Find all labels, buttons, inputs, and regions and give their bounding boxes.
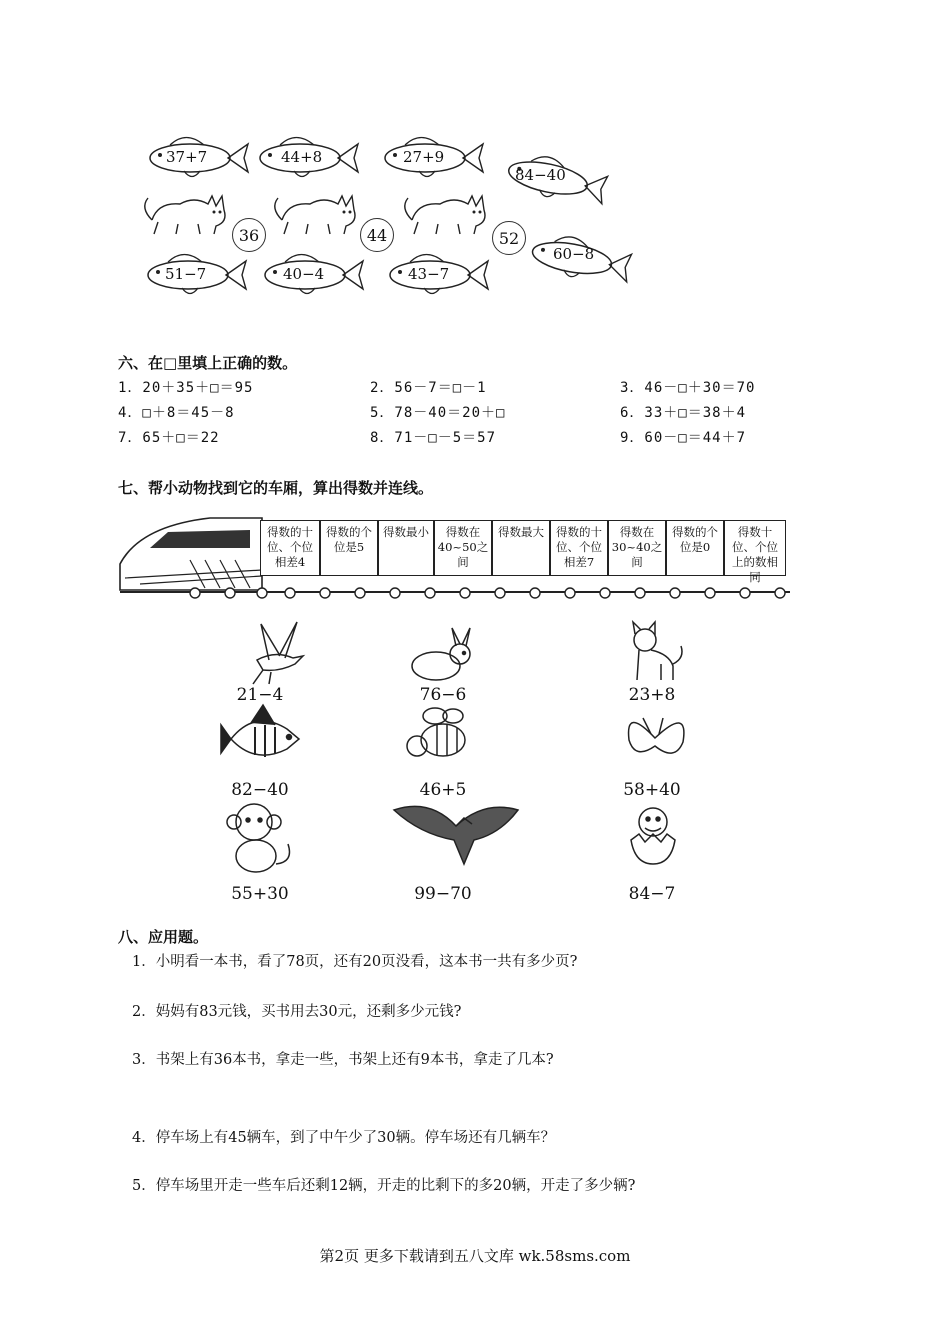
bird-icon	[253, 622, 303, 684]
equation-item: 3．46－□＋30＝70	[620, 380, 756, 396]
animal-expression: 99−70	[414, 884, 472, 904]
train-car: 得数最大	[492, 520, 550, 576]
animal-expression: 21−4	[236, 685, 284, 705]
monkey-icon	[227, 804, 290, 872]
section-7-title: 七、帮小动物找到它的车厢，算出得数并连线。	[118, 479, 434, 497]
word-problem: 2．妈妈有83元钱，买书用去30元，还剩多少元钱?	[132, 1004, 462, 1020]
train-car: 得数十位、个位上的数相同	[724, 520, 786, 576]
answer-circle: 36	[232, 218, 266, 252]
cat-icon	[275, 196, 355, 234]
fish-cat-illustration	[0, 0, 950, 320]
cat-icon	[633, 622, 682, 680]
section-8-title: 八、应用题。	[118, 928, 209, 946]
fish-expression: 60−8	[553, 245, 595, 263]
cat-icon	[405, 196, 485, 234]
animal-expression: 55+30	[231, 884, 289, 904]
word-problem: 3．书架上有36本书，拿走一些，书架上还有9本书，拿走了几本?	[132, 1052, 554, 1068]
animal-expression: 46+5	[419, 780, 467, 800]
section-6-title: 六、在□里填上正确的数。	[118, 354, 298, 372]
cat-icon	[145, 196, 225, 234]
train-car: 得数的十位、个位相差7	[550, 520, 608, 576]
train-car: 得数在40~50之间	[434, 520, 492, 576]
animal-expression: 58+40	[623, 780, 681, 800]
duck-icon	[631, 808, 675, 864]
word-problem: 5．停车场里开走一些车后还剩12辆，开走的比剩下的多20辆，开走了多少辆?	[132, 1178, 636, 1194]
animal-expression: 84−7	[628, 884, 676, 904]
fish-expression: 51−7	[165, 265, 207, 283]
train-car: 得数的个位是5	[320, 520, 378, 576]
answer-circle: 52	[492, 221, 526, 255]
page-footer: 第2页 更多下载请到五八文库 wk.58sms.com	[319, 1247, 631, 1265]
fish-expression: 44+8	[281, 148, 323, 166]
train-engine-icon	[120, 518, 262, 590]
word-problem: 1．小明看一本书，看了78页，还有20页没看，这本书一共有多少页?	[132, 954, 578, 970]
equation-item: 5．78－40＝20＋□	[370, 405, 506, 421]
equation-item: 8．71－□－5＝57	[370, 430, 497, 446]
equation-item: 9．60－□＝44＋7	[620, 430, 747, 446]
equation-item: 6．33＋□＝38＋4	[620, 405, 747, 421]
fish-expression: 37+7	[166, 148, 208, 166]
train-car: 得数最小	[378, 520, 434, 576]
equation-item: 4．□＋8＝45－8	[118, 405, 235, 421]
equation-item: 1．20＋35＋□＝95	[118, 380, 254, 396]
eagle-icon	[394, 806, 518, 864]
butterfly-icon	[629, 718, 684, 753]
animal-expression: 82−40	[231, 780, 289, 800]
fish-expression: 43−7	[408, 265, 450, 283]
bee-icon	[407, 708, 465, 756]
word-problem: 4．停车场上有45辆车，到了中午少了30辆。停车场还有几辆车？	[132, 1130, 556, 1146]
train-car: 得数在30~40之间	[608, 520, 666, 576]
fish-expression: 40−4	[283, 265, 325, 283]
rabbit-icon	[412, 628, 470, 680]
animal-expression: 23+8	[628, 685, 676, 705]
fish-expression: 84−40	[515, 166, 566, 184]
fish-icon	[221, 705, 299, 757]
animal-expression: 76−6	[419, 685, 467, 705]
train-car: 得数的十位、个位相差4	[260, 520, 320, 576]
equation-item: 7．65＋□＝22	[118, 430, 220, 446]
fish-expression: 27+9	[403, 148, 445, 166]
animal-illustrations	[0, 610, 950, 910]
train-car: 得数的个位是0	[666, 520, 724, 576]
equation-item: 2．56－7＝□－1	[370, 380, 487, 396]
answer-circle: 44	[360, 218, 394, 252]
